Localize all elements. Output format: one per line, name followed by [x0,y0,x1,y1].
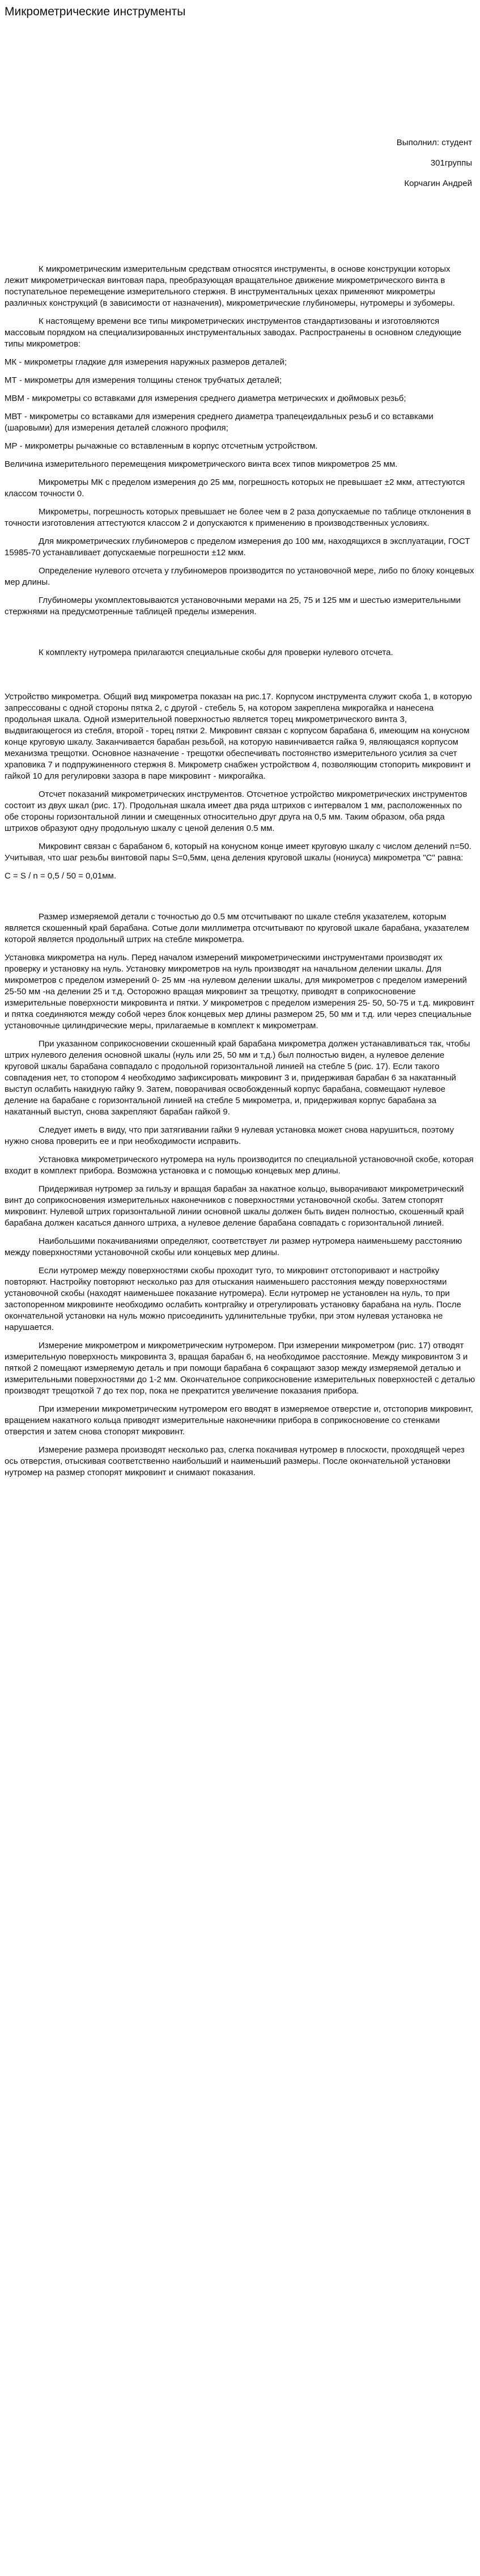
author-line-1: Выполнил: студент [396,138,472,147]
formula: С = S / n = 0,5 / 50 = 0,01мм. [5,871,116,881]
paragraph: МВМ - микрометры со вставками для измерения среднего диаметра метрических и дюймовых резьб; [5,394,406,403]
document-title: Микрометрические инструменты [5,5,186,18]
paragraph: При измерении микрометрическим нутромером его вводят в измеряемое отверстие и, отстопорив микровинт, вращением накатного кольца приводят измерительные наконечники прибора в соприкосновение со стенками отверстия и затем снова стопорят микровинт. [5,1404,473,1437]
paragraph: При указанном соприкосновении скошенный край барабана микрометра должен устанавливаться так, чтобы штрих нулевого деления основной шкалы (нуль или 25, 50 мм и т.д.) был полностью виден, а нулевое деление круговой шкалы барабана совпадало с продольной горизонтальной линией на стебле 5 (рис. 17). Если такого совпадения нет, то стопором 4 необходимо зафиксировать микровинт 3 и, придерживая барабан 6 за накатанный выступ ослабить накидную гайку 9. Затем, поворачивая освобожденный корпус барабана, совмещают нулевое деление на барабане с горизонтальной линией на стебле 5 микрометра, и, придерживая корпус барабана за накатанный выступ, снова закрепляют барабан гайкой 9. [5,1039,470,1117]
paragraph: К микрометрическим измерительным средствам относятся инструменты, в основе конструкции которых лежит микрометрическая винтовая пара, преобразующая вращательное движение микрометрического винта в поступательное перемещение измерительного стержня. В инструментальных цехах применяют микрометры различных конструкций (в зависимости от назначения), микрометрические глубиномеры, нутромеры и зубомеры. [5,264,455,308]
paragraph: Величина измерительного перемещения микрометрического винта всех типов микрометров 25 мм. [5,459,398,469]
paragraph: МВТ - микрометры со вставками для измерения среднего диаметра трапецеидальных резьб и со вставками (шаровыми) для измерения деталей сложного профиля; [5,412,434,433]
paragraph: Для микрометрических глубиномеров с пределом измерения до 100 мм, находящихся в эксплуатации, ГОСТ 15985-70 устанавливает допускаемые погрешности ±12 мкм. [5,537,470,558]
paragraph: Измерение размера производят несколько раз, слегка покачивая нутромер в плоскости, проходящей через ось отверстия, отыскивая соответственно наибольший и наименьший размеры. После окончательной установки нутромер на размер стопорят микровинт и снимают показания. [5,1445,465,1477]
paragraph: К комплекту нутромера прилагаются специальные скобы для проверки нулевого отсчета. [39,648,393,657]
paragraph: Определение нулевого отсчета у глубиномеров производится по установочной мере, либо по блоку концевых мер длины. [5,566,474,587]
document-page [0,5,480,2576]
paragraph: МР - микрометры рычажные со вставленным в корпус отсчетным устройством. [5,441,318,451]
paragraph: МТ - микрометры для измерения толщины стенок трубчатых деталей; [5,375,282,385]
paragraph: Наибольшими покачиваниями определяют, соответствует ли размер нутромера наименьшему расстоянию между поверхностями установочной скобы или концевых мер длины. [5,1236,462,1257]
paragraph: Размер измеряемой детали с точностью до 0.5 мм отсчитывают по шкале стебля указателем, которым является скошенный край барабана. Сотые доли миллиметра отсчитывают по круговой шкале барабана, указателем которой является продольный штрих на стебле микрометра. [5,912,469,944]
paragraph: Если нутромер между поверхностями скобы проходит туго, то микровинт отстопоривают и настройку повторяют. Настройку повторяют несколько раз для отыскания наименьшего расстояния между поверхностями установочной скобы (находят наименьшее показание нутромера). Если нутромер не установлен на нуль, то при застопоренном микровинте необходимо ослабить контргайку и отрегулировать установку барабана на нуль. После окончательной установки на нуль можно присоединить удлинительные трубки, при этом нулевая установка не нарушается. [5,1266,461,1332]
paragraph: Следует иметь в виду, что при затягивании гайки 9 нулевая установка может снова нарушиться, поэтому нужно снова проверить ее и при необходимости исправить. [5,1125,454,1146]
paragraph: Отсчет показаний микрометрических инструментов. Отсчетное устройство микрометрических инструментов состоит из двух шкал (рис. 17). Продольная шкала имеет два ряда штрихов с интервалом 1 мм, расположенных по обе стороны горизонтальной линии и смещенных относительно друг друга на 0,5 мм. Таким образом, оба ряда штрихов образуют одну продольную шкалу с ценой деления 0.5 мм. [5,789,468,833]
paragraph: Микровинт связан с барабаном 6, который на конусном конце имеет круговую шкалу с числом делений n=50. Учитывая, что шаг резьбы винтовой пары S=0,5мм, цена деления круговой шкалы (нониуса) микрометра "С" равна: [5,842,471,863]
author-line-3: Корчагин Андрей [404,179,472,188]
author-block [5,137,472,199]
paragraph: Устройство микрометра. Общий вид микрометра показан на рис.17. Корпусом инструмента служит скоба 1, в которую запрессованы с одной стороны пятка 2, с другой - стебель 5, на котором закреплена микрогайка и нанесена продольная шкала. Одной измерительной поверхностью является торец микрометрического винта 3, выдвигающегося из стебля, второй - торец пятки 2. Микровинт связан с корпусом барабана 6, имеющим на конусном конце круговую шкалу. Заканчивается барабан резьбой, на которую навинчивается гайка 9, являющаяся корпусом механизма трещотки. Основное назначение - трещотки обеспечивать постоянство измерительного усилия за счет храповика 7 и подпружиненного стержня 8. Микрометр снабжен устройством 4, позволяющим стопорить микровинт и гайкой 10 для регулировки зазора в паре микровинт - микрогайка. [5,692,472,781]
paragraph: Измерение микрометром и микрометрическим нутромером. При измерении микрометром (рис. 17) отводят измерительную поверхность микровинта 3, вращая барабан 6, на необходимое расстояние. Между микровинтом 3 и пяткой 2 помещают измеряемую деталь и при помощи барабана 6 сокращают зазор между измеряемой деталью и измерительными поверхностями до 1-2 мм. Окончательное соприкосновение измерительных поверхностей с деталью производят трещоткой 7 до тех пор, пока не прекратится увеличение показания прибора. [5,1341,475,1396]
paragraph: Глубиномеры укомплектовываются установочными мерами на 25, 75 и 125 мм и шестью измерительными стержнями на предусмотренные таблицей пределы измерения. [5,596,461,616]
paragraph: Установка микрометра на нуль. Перед началом измерений микрометрическими инструментами производят их проверку и установку на нуль. Установку микрометров на нуль производят на начальном делении шкалы. Для микрометров с пределом измерений 0- 25 мм -на нулевом делении шкалы, для микрометров с пределом измерений 25-50 мм -на делении 25 и т.д. Осторожно вращая микровинт за трещотку, приводят в соприкосновение измерительные поверхности микровинта и пятки. У микрометров с пределом измерения 25- 50, 50-75 и т.д. микровинт и пятка соединяются между собой через блок концевых мер длины размером 25, 50 мм и т.д. или через специальные установочные цилиндрические меры, прилагаемые в комплект к микрометрам. [5,953,475,1031]
author-line-2: 301группы [430,158,472,168]
paragraph: Придерживая нутромер за гильзу и вращая барабан за накатное кольцо, выворачивают микрометрический винт до соприкосновения измерительных наконечников с поверхностями установочной скобы. Затем стопорят микровинт. Нулевой штрих горизонтальной линии основной шкалы должен быть виден полностью, скошенный край барабана должен касаться данного штриха, а нулевое деление барабана совпадать с горизонтальной линией. [5,1184,464,1228]
paragraph: Установка микрометрического нутромера на нуль производится по специальной установочной скобе, которая входит в комплект прибора. Возможна установка и с помощью концевых мер длины. [5,1155,474,1176]
paragraph: Микрометры, погрешность которых превышает не более чем в 2 раза допускаемые по таблице отклонения в точности изготовления аттестуются классом 2 и допускаются к применению в производственных условиях. [5,507,471,528]
paragraph: Микрометры МК с пределом измерения до 25 мм, погрешность которых не превышает ±2 мкм, аттестуются классом точности 0. [5,478,465,499]
paragraph: МК - микрометры гладкие для измерения наружных размеров деталей; [5,357,287,367]
document-body [5,264,475,1479]
paragraph: К настоящему времени все типы микрометрических инструментов стандартизованы и изготовляются массовым порядком на специализированных инструментальных заводах. Распространены в основном следующие типы микрометров: [5,316,462,349]
